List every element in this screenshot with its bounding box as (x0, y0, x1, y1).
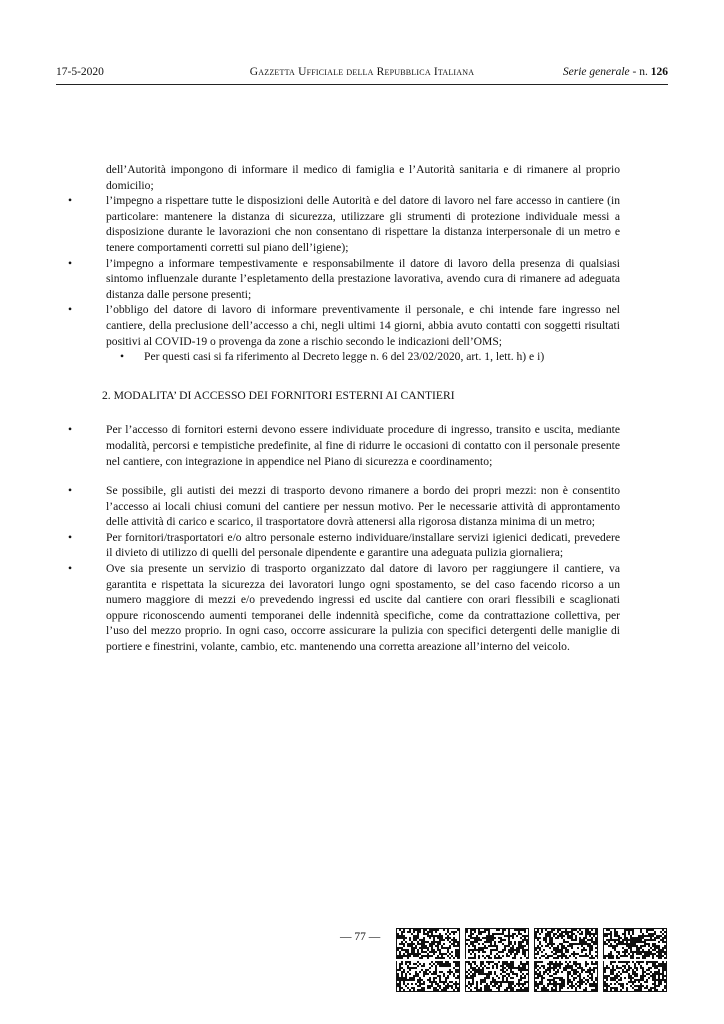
list-item-text: Se possibile, gli autisti dei mezzi di trasporto devono rimanere a bordo dei propri mezzi: non è consentito l’accesso ai locali chiusi comuni del cantiere per nessun motivo. Per le necessarie attività di approntamento delle attività di carico e scarico, il trasportatore dovrà attenersi alla rigorosa distanza minima di un metro; (106, 484, 620, 529)
bullet-icon: • (68, 562, 73, 576)
bullet-icon: • (120, 350, 125, 364)
header-title: Gazzetta Ufficiale della Repubblica Italiana (249, 66, 475, 78)
barcode-block (603, 929, 667, 992)
sub-list-item-text: Per questi casi si fa riferimento al Decreto legge n. 6 del 23/02/2020, art. 1, lett. h) e i) (144, 350, 545, 364)
bullet-icon: • (68, 194, 73, 208)
list-item (68, 561, 620, 655)
list-item (68, 483, 620, 530)
bullet-icon: • (68, 484, 73, 498)
header-date: 17-5-2020 (56, 66, 104, 78)
list-item-text: Ove sia presente un servizio di trasporto organizzato dal datore di lavoro per raggiungere il cantiere, va garantita e rispettata la sicurezza dei lavoratori lungo ogni spostamento, se del caso facendo ricorso a un numero maggiore di mezzi e/o prevedendo ingressi ed uscite dal cantiere con orari flessibili e scaglionati oppure riconoscendo aumenti temporanei delle indennità specifiche, come da contrattazione collettiva, per l’uso del mezzo proprio. In ogni caso, occorre assicurare la pulizia con specifici detergenti delle maniglie di portiere e finestrini, volante, cambio, etc. mantenendo una corretta areazione all’interno del veicolo. (106, 562, 620, 654)
serie-number: 126 (650, 66, 668, 78)
list-item (68, 193, 620, 255)
list-item-text: Per fornitori/trasportatori e/o altro personale esterno individuare/installare servizi igienici dedicati, prevedere il divieto di utilizzo di quelli del personale dipendente e garantire una adeguata pulizia giornaliera; (106, 530, 620, 560)
header-serie (563, 66, 668, 78)
page-header (56, 66, 668, 84)
list-item (68, 530, 620, 561)
list-item (68, 302, 620, 349)
section-heading: 2. MODALITA’ DI ACCESSO DEI FORNITORI ESTERNI AI CANTIERI (102, 388, 455, 402)
barcode-block (465, 929, 529, 992)
document-body (68, 162, 620, 655)
page-number: — 77 — (340, 931, 381, 943)
bullet-icon: • (68, 256, 73, 270)
serie-label: Serie generale (562, 66, 630, 78)
list-item-text: l’impegno a rispettare tutte le disposizioni delle Autorità e del datore di lavoro nel fare accesso in cantiere (in particolare: mantenere la distanza di sicurezza, utilizzare gli strumenti di protezione individuale messi a disposizione durante le lavorazioni che non consentano di rispettare la distanza interpersonale di un metro e tenere comportamenti corretti sul piano dell’igiene); (106, 194, 620, 254)
sub-list-item (68, 349, 620, 365)
list-item (68, 422, 620, 469)
bullet-icon: • (68, 303, 73, 317)
paragraph-gap (68, 469, 620, 483)
barcode-datamatrix (396, 928, 668, 992)
intro-continuation: dell’Autorità impongono di informare il medico di famiglia e l’Autorità sanitaria e di rimanere al proprio domicilio; (106, 163, 620, 192)
list-item (68, 256, 620, 303)
header-rule (56, 84, 668, 85)
bullet-icon: • (68, 423, 73, 437)
list-item-text: Per l’accesso di fornitori esterni devono essere individuate procedure di ingresso, transito e uscita, mediante modalità, percorsi e tempistiche predefinite, al fine di ridurre le occasioni di contatto con il personale presente nel cantiere, con integrazione in appendice nel Piano di sicurezza e coordinamento; (106, 423, 620, 468)
barcode-block (396, 929, 460, 992)
list-item-text: l’obbligo del datore di lavoro di informare preventivamente il personale, e chi intende fare ingresso nel cantiere, della preclusione dell’accesso a chi, negli ultimi 14 giorni, abbia avuto contatti con soggetti risultati positivi al COVID-19 o provenga da zone a rischio secondo le indicazioni dell’OMS; (106, 303, 620, 348)
bullet-icon: • (68, 530, 73, 544)
barcode-block (534, 929, 598, 992)
list-item-text: l’impegno a informare tempestivamente e responsabilmente il datore di lavoro della presenza di qualsiasi sintomo influenzale durante l’espletamento della prestazione lavorativa, avendo cura di rimanere ad adeguata distanza dalle persone presenti; (106, 256, 620, 301)
serie-separator: - n. (629, 66, 651, 78)
